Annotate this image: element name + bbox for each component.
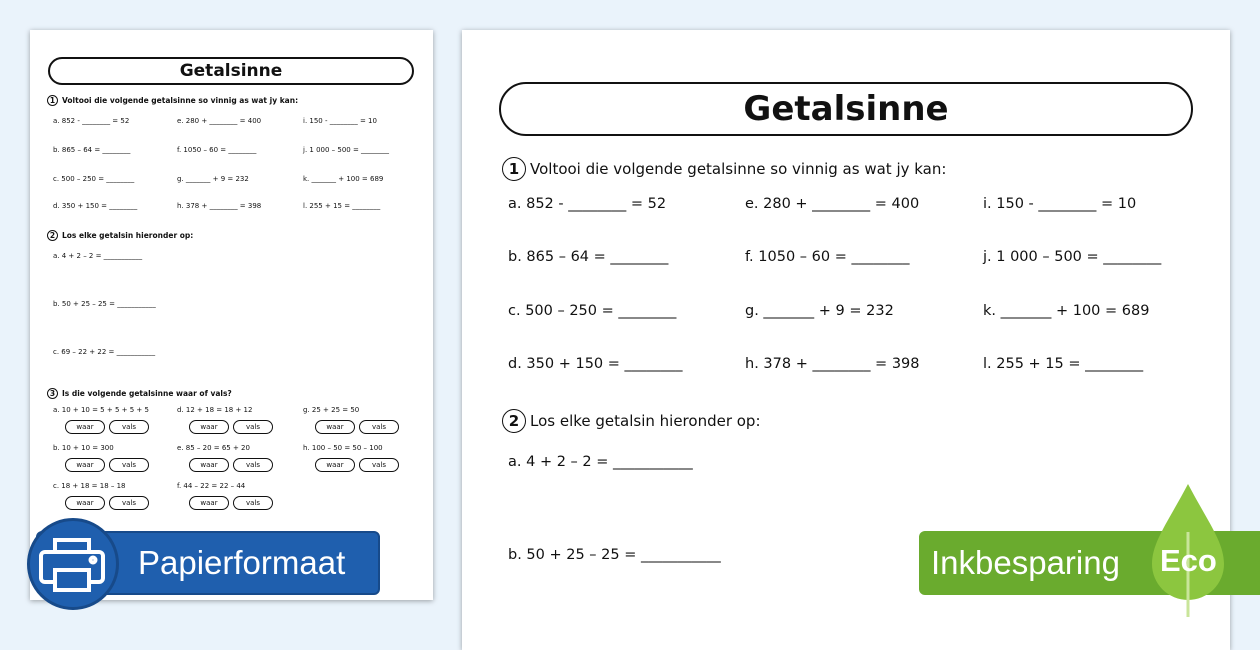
true-false-statement: e. 85 – 20 = 65 + 20 [177, 444, 250, 452]
false-option[interactable]: vals [233, 458, 273, 472]
number-sentence: j. 1 000 – 500 = ________ [983, 249, 1162, 265]
true-option[interactable]: waar [189, 458, 229, 472]
false-option[interactable]: vals [109, 458, 149, 472]
true-option[interactable]: waar [65, 496, 105, 510]
eco-label: Eco [1160, 543, 1217, 578]
question-heading [47, 95, 298, 106]
title-banner [499, 82, 1193, 136]
question-number: 1 [502, 157, 526, 181]
question-number: 3 [47, 388, 58, 399]
question-number: 2 [47, 230, 58, 241]
paper-format-label: Papierformaat [138, 544, 346, 581]
number-sentence: c. 500 – 250 = ________ [508, 303, 677, 319]
number-sentence: e. 280 + ________ = 400 [745, 196, 920, 212]
true-false-statement: d. 12 + 18 = 18 + 12 [177, 406, 253, 414]
number-sentence: c. 500 – 250 = ________ [53, 175, 135, 183]
question-instruction: Los elke getalsin hieronder op: [530, 412, 761, 430]
worksheet-title: Getalsinne [743, 89, 949, 129]
title-banner [48, 57, 414, 85]
question-heading [47, 388, 232, 399]
number-sentence: g. _______ + 9 = 232 [177, 175, 249, 183]
number-sentence: d. 350 + 150 = ________ [53, 202, 138, 210]
number-sentence: j. 1 000 – 500 = ________ [303, 146, 390, 154]
number-sentence: c. 69 – 22 + 22 = ___________ [53, 348, 156, 356]
true-false-statement: f. 44 – 22 = 22 – 44 [177, 482, 246, 490]
true-false-statement: b. 10 + 10 = 300 [53, 444, 114, 452]
number-sentence: f. 1050 – 60 = ________ [177, 146, 257, 154]
false-option[interactable]: vals [359, 420, 399, 434]
number-sentence: b. 865 – 64 = ________ [508, 249, 669, 265]
number-sentence: b. 50 + 25 – 25 = ___________ [508, 547, 721, 563]
number-sentence: h. 378 + ________ = 398 [177, 202, 262, 210]
number-sentence: a. 4 + 2 – 2 = ___________ [53, 252, 143, 260]
false-option[interactable]: vals [109, 496, 149, 510]
worksheet-preview-full [30, 30, 433, 600]
true-option[interactable]: waar [65, 458, 105, 472]
true-false-statement: h. 100 – 50 = 50 – 100 [303, 444, 383, 452]
question-instruction: Voltooi die volgende getalsinne so vinnig as wat jy kan: [62, 96, 299, 105]
question-number: 1 [47, 95, 58, 106]
false-option[interactable]: vals [109, 420, 149, 434]
number-sentence: g. _______ + 9 = 232 [745, 303, 894, 319]
question-heading [502, 409, 761, 433]
true-option[interactable]: waar [189, 496, 229, 510]
number-sentence: l. 255 + 15 = ________ [303, 202, 381, 210]
number-sentence: e. 280 + ________ = 400 [177, 117, 262, 125]
question-instruction: Is die volgende getalsinne waar of vals? [62, 389, 232, 398]
true-option[interactable]: waar [315, 458, 355, 472]
true-option[interactable]: waar [315, 420, 355, 434]
question-heading [502, 157, 946, 181]
number-sentence: i. 150 - ________ = 10 [983, 196, 1137, 212]
question-heading [47, 230, 193, 241]
true-option[interactable]: waar [189, 420, 229, 434]
number-sentence: l. 255 + 15 = ________ [983, 356, 1144, 372]
true-false-statement: a. 10 + 10 = 5 + 5 + 5 + 5 [53, 406, 149, 414]
number-sentence: a. 852 - ________ = 52 [53, 117, 130, 125]
question-instruction: Voltooi die volgende getalsinne so vinnig as wat jy kan: [530, 160, 947, 178]
false-option[interactable]: vals [233, 496, 273, 510]
number-sentence: d. 350 + 150 = ________ [508, 356, 683, 372]
number-sentence: b. 865 – 64 = ________ [53, 146, 131, 154]
false-option[interactable]: vals [359, 458, 399, 472]
true-option[interactable]: waar [65, 420, 105, 434]
number-sentence: k. _______ + 100 = 689 [983, 303, 1150, 319]
number-sentence: a. 852 - ________ = 52 [508, 196, 667, 212]
true-false-statement: c. 18 + 18 = 18 – 18 [53, 482, 126, 490]
question-number: 2 [502, 409, 526, 433]
number-sentence: f. 1050 – 60 = ________ [745, 249, 910, 265]
number-sentence: b. 50 + 25 – 25 = ___________ [53, 300, 156, 308]
number-sentence: h. 378 + ________ = 398 [745, 356, 920, 372]
question-instruction: Los elke getalsin hieronder op: [62, 231, 194, 240]
number-sentence: i. 150 - ________ = 10 [303, 117, 377, 125]
true-false-statement: g. 25 + 25 = 50 [303, 406, 360, 414]
ink-saving-label: Inkbesparing [931, 544, 1120, 581]
printer-icon [27, 518, 119, 610]
number-sentence: k. _______ + 100 = 689 [303, 175, 384, 183]
worksheet-title: Getalsinne [179, 61, 283, 81]
number-sentence: a. 4 + 2 – 2 = ___________ [508, 454, 693, 470]
false-option[interactable]: vals [233, 420, 273, 434]
